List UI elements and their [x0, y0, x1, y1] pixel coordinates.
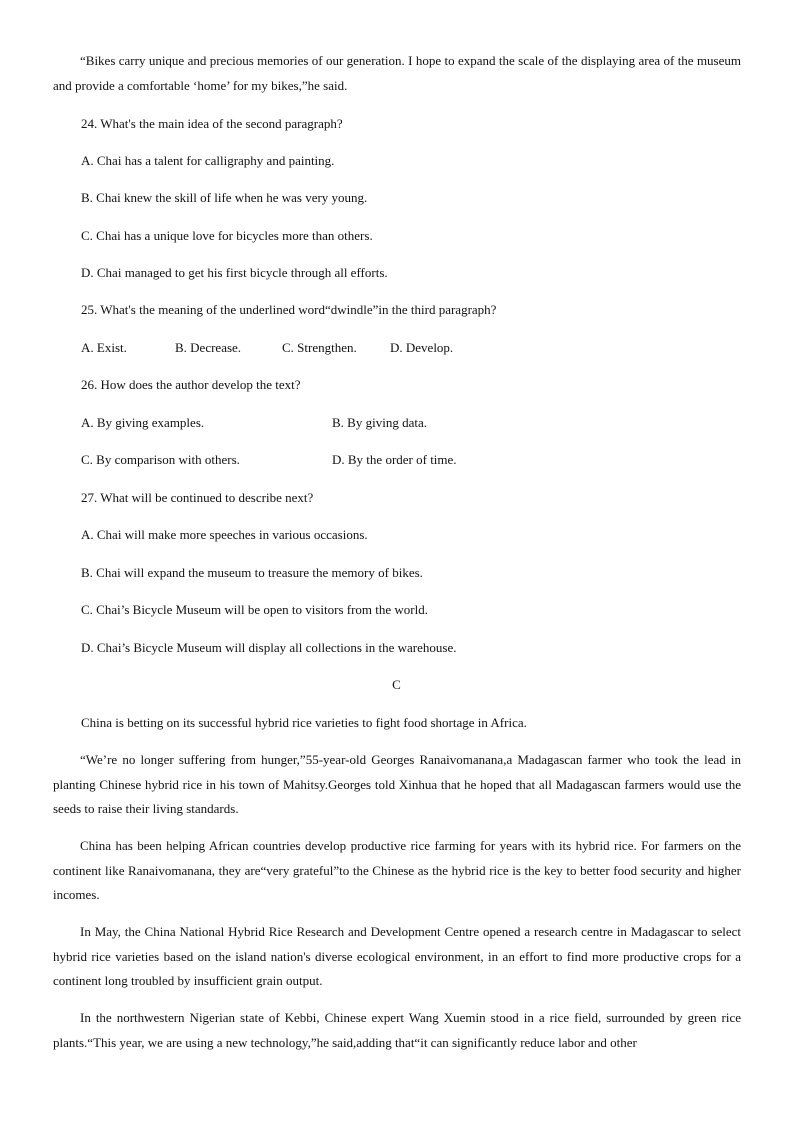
- section-c-paragraph-5: In the northwestern Nigerian state of Kebbi, Chinese expert Wang Xuemin stood in a rice field, surrounded by green rice plants.“This year, we are using a new technology,”he said,adding that“it can significantly reduce labor and other: [53, 1010, 741, 1050]
- question-24-option-d: D. Chai managed to get his first bicycle through all efforts.: [81, 265, 388, 280]
- question-24-option-c: C. Chai has a unique love for bicycles more than others.: [81, 228, 373, 243]
- section-c-heading: C: [392, 677, 401, 692]
- section-c-paragraph-1: China is betting on its successful hybrid rice varieties to fight food shortage in Africa.: [81, 715, 527, 730]
- question-26-stem: 26. How does the author develop the text?: [81, 377, 301, 392]
- question-24-option-b: B. Chai knew the skill of life when he was very young.: [81, 190, 368, 205]
- question-24-option-a: A. Chai has a talent for calligraphy and painting.: [81, 153, 335, 168]
- question-25-option-c: C. Strengthen.: [282, 340, 357, 355]
- question-25-option-a: A. Exist.: [81, 340, 127, 355]
- passage-b-closing-paragraph: “Bikes carry unique and precious memories of our generation. I hope to expand the scale of the displaying area of the museum and provide a comfortable ‘home’ for my bikes,”he said.: [53, 53, 741, 93]
- question-27-option-d: D. Chai’s Bicycle Museum will display all collections in the warehouse.: [81, 640, 457, 655]
- question-27-option-b: B. Chai will expand the museum to treasure the memory of bikes.: [81, 565, 423, 580]
- question-26-option-c: C. By comparison with others.: [81, 452, 240, 467]
- question-26-option-d: D. By the order of time.: [332, 452, 457, 467]
- question-25-stem: 25. What's the meaning of the underlined word“dwindle”in the third paragraph?: [81, 302, 497, 317]
- section-c-paragraph-2: “We’re no longer suffering from hunger,”55-year-old Georges Ranaivomanana,a Madagascan farmer who took the lead in planting Chinese hybrid rice in his town of Mahitsy.Georges told Xinhua that he hoped that all Madagascan farmers would use the seeds to raise their living standards.: [53, 752, 741, 816]
- question-27-option-a: A. Chai will make more speeches in various occasions.: [81, 527, 368, 542]
- question-27-stem: 27. What will be continued to describe next?: [81, 490, 314, 505]
- section-c-paragraph-4: In May, the China National Hybrid Rice Research and Development Centre opened a research centre in Madagascar to select hybrid rice varieties based on the island nation's diverse ecological environment, in an effort to find more productive crops for a continent long troubled by insufficient grain output.: [53, 924, 741, 988]
- question-26-option-b: B. By giving data.: [332, 415, 427, 430]
- question-26-option-a: A. By giving examples.: [81, 415, 205, 430]
- question-27-option-c: C. Chai’s Bicycle Museum will be open to visitors from the world.: [81, 602, 428, 617]
- question-25-option-b: B. Decrease.: [175, 340, 242, 355]
- question-24-stem: 24. What's the main idea of the second paragraph?: [81, 116, 343, 131]
- section-c-paragraph-3: China has been helping African countries develop productive rice farming for years with its hybrid rice. For farmers on the continent like Ranaivomanana, they are“very grateful”to the Chinese as the hybrid rice is the key to better food security and higher incomes.: [53, 838, 741, 902]
- question-25-option-d: D. Develop.: [390, 340, 454, 355]
